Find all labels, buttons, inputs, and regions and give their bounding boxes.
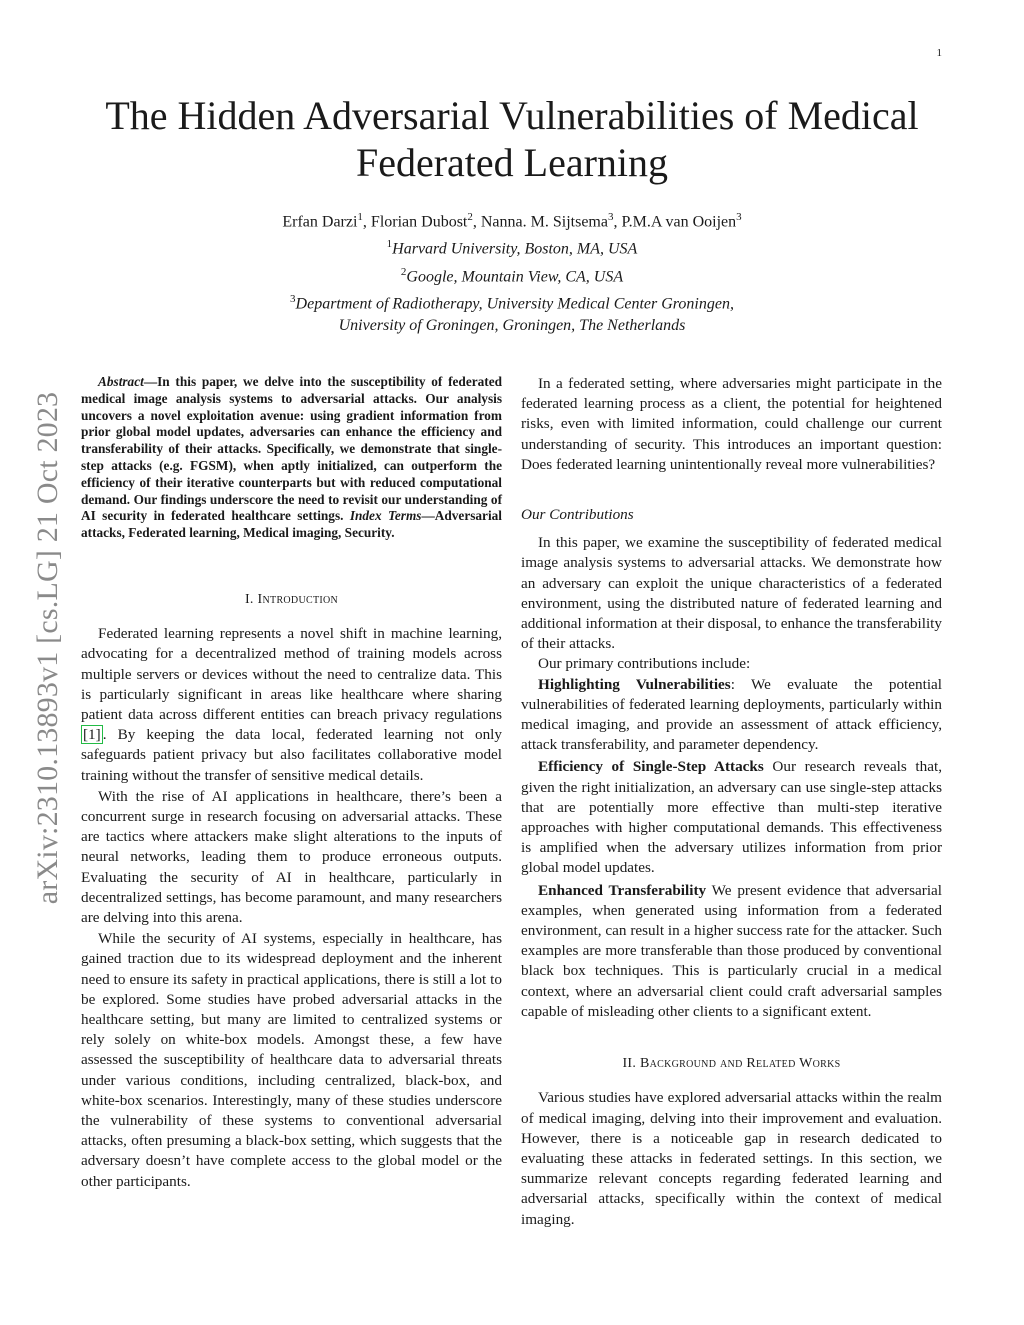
author-sup: 2 bbox=[467, 211, 473, 223]
left-column bbox=[81, 374, 502, 1192]
background-paragraph: Various studies have explored adversarial attacks within the realm of medical imaging, delving into their improvement and evaluation. However, there is a noticeable gap in research dedicated to evaluating these attacks in federated settings. In this section, we summarize relevant concepts regarding federated learning and adversarial attacks, specifically within the context of medical imaging. bbox=[521, 1089, 942, 1228]
intro-paragraph: While the security of AI systems, especially in healthcare, has gained traction due to its widespread deployment and the inherent need to ensure its safety in practical applications, there is still a lot to be explored. Some studies have probed adversarial attacks in the healthcare setting, but many are limited to centralized systems or rely solely on white-box models. Amongst these, a few have assessed the susceptibility of healthcare data to adversarial threats under various conditions, including centralized, black-box, and white-box scenarios. Interestingly, many of these studies underscore the vulnerability of these systems to conventional adversarial attacks, often presuming a black-box setting, which suggests that the adversary doesn’t have complete access to the global model or the other participants. bbox=[81, 930, 502, 1190]
intro-paragraph: Federated learning represents a novel shift in machine learning, advocating for a decentralized method of training models across multiple servers or devices without the need to centralize data. This is particularly significant in areas like healthcare where sharing patient data across different entities can breach privacy regulations [1] . By keeping the data local, federated learning not only safeguards patient privacy but also facilitates collaborative model training without the transfer of sensitive medical details. bbox=[81, 625, 502, 784]
abstract: Abstract—In this paper, we delve into the susceptibility of federated medical image analysis systems to adversarial attacks. Our analysis uncovers a novel exploitation avenue: using gradient information from prior global model updates, adversaries can enhance the efficiency and transferability of their attacks. Specifically, we demonstrate that single-step attacks (e.g. FGSM), when aptly initialized, can outperform the efficiency of their iterative counterparts but with reduced computational demand. Our findings underscore the need to revisit our understanding of AI security in federated healthcare settings. Index Terms—Adversarial attacks, Federated learning, Medical imaging, Security. bbox=[81, 374, 502, 541]
contributions-paragraph: In this paper, we examine the susceptibility of federated medical image analysis systems to adversarial attacks. We demonstrate how an adversary can exploit the unique characteristics of a federated environment, using the distributed nature of federated learning and additional information at their disposal, to enhance the transferability of their attacks. bbox=[521, 534, 942, 653]
author-names: Erfan Darzi$^1$, Florian Dubost$^2$, Nanna. M. Sijtsema$^3$, P.M.A van Ooijen$^3$ bbox=[282, 211, 742, 231]
affiliation: $^2$Google, Mountain View, CA, USA bbox=[400, 265, 624, 285]
subsection-heading-contributions: Our Contributions bbox=[521, 506, 634, 524]
contribution-item: Highlighting Vulnerabilities: We evaluate the potential vulnerabilities of federated learning deployments, particularly within medical imaging, and provide an assessment of attack efficiency, attack transferability, and parameter dependency. bbox=[521, 675, 943, 754]
page-number: 1 bbox=[936, 47, 942, 59]
citation-link[interactable]: [1] bbox=[83, 726, 101, 744]
author-sup: 1 bbox=[357, 211, 363, 223]
affiliation: University of Groningen, Groningen, The Netherlands bbox=[338, 317, 686, 335]
affiliation: $^3$Department of Radiotherapy, University Medical Center Groningen, bbox=[290, 292, 734, 313]
author-block bbox=[60, 206, 964, 337]
author-name: Nanna. M. Sijtsema bbox=[480, 213, 608, 231]
affiliation: $^1$Harvard University, Boston, MA, USA bbox=[386, 238, 638, 258]
intro-paragraph: In a federated setting, where adversaries might participate in the federated learning process as a client, the potential for heightened risks, even with limited information, could challenge our current understanding of security. This introduces an important question: Does federated learning unintentionally reveal more vulnerabilities? bbox=[521, 375, 942, 473]
contribution-item: Efficiency of Single-Step Attacks Our research reveals that, given the right initialization, an adversary can use single-step attacks that are potentially more effective than multi-step iterative approaches with higher computational demands. This effectiveness is amplified when the adversary utilizes information from prior global model updates. bbox=[521, 758, 942, 877]
section-heading-introduction: I. Introduction bbox=[244, 591, 339, 607]
section-heading-background: II. Background and Related Works bbox=[622, 1056, 841, 1072]
arxiv-stamp bbox=[30, 355, 66, 940]
author-sup: 3 bbox=[736, 211, 742, 223]
contribution-item: Enhanced Transferability We present evidence that adversarial examples, when generated using information from a federated environment, can result in a higher success rate for the attacker. Such examples are more transferable than those produced by conventional black box techniques. This is particularly crucial in a medical context, where an adversarial client could craft adversarial samples capable of misleading other clients to a significant extent. bbox=[521, 881, 942, 1020]
right-column bbox=[521, 374, 942, 1230]
author-name: P.M.A van Ooijen bbox=[621, 213, 737, 231]
arxiv-stamp-text: arXiv:2310.13893v1 [cs.LG] 21 Oct 2023 bbox=[31, 391, 64, 904]
intro-paragraph: With the rise of AI applications in healthcare, there’s been a concurrent surge in research focusing on adversarial attacks. These are tactics where attackers make slight alterations to the inputs of neural networks, leading them to produce erroneous outputs. Evaluating the security of AI in healthcare, particularly in decentralized settings, has become paramount, and many researchers are delving into this arena. bbox=[81, 787, 502, 927]
author-name: Florian Dubost bbox=[370, 213, 468, 231]
contributions-paragraph: Our primary contributions include: bbox=[538, 655, 751, 673]
paper-title: The Hidden Adversarial Vulnerabilities of Medical Federated Learning bbox=[105, 93, 919, 185]
author-name: Erfan Darzi bbox=[282, 213, 358, 231]
author-sup: 3 bbox=[607, 211, 614, 223]
